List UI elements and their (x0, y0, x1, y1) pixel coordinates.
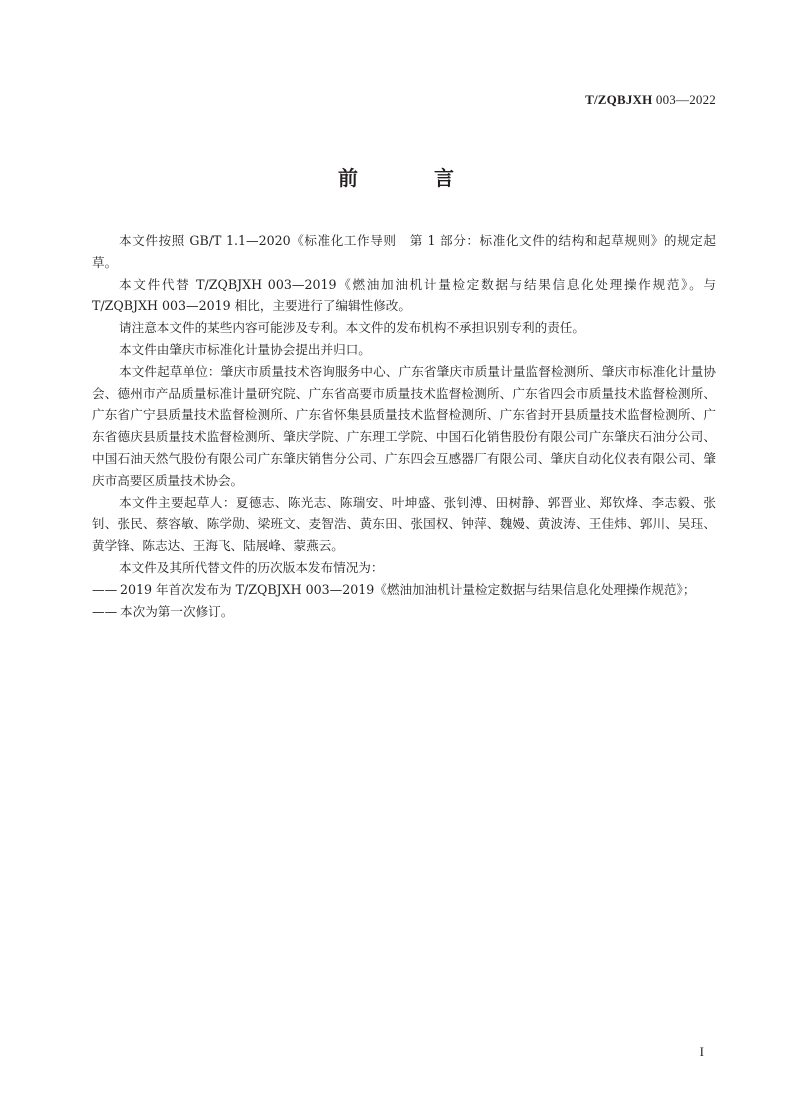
page-title: 前 言 (338, 166, 482, 190)
history-text: 2019 年首次发布为 T/ZQBJXH 003—2019《燃油加油机计量检定数据与结果信息化处理操作规范》； (120, 581, 696, 597)
document-code-prefix: T/ZQBJXH (585, 92, 653, 107)
history-text: 本次为第一次修订。 (120, 603, 234, 619)
paragraph-drafting-units: 本文件起草单位：肇庆市质量技术咨询服务中心、广东省肇庆市质量计量监督检测所、肇庆市标准化计量协会、德州市产品质量标准计量研究院、广东省高要市质量技术监督检测所、广东省四会市质量技术监督检测所、广东省广宁县质量技术监督检测所、广东省怀集县质量技术监督检测所、广东省封开县质量技术监督检测所、广东省德庆县质量技术监督检测所、肇庆学院、广东理工学院、中国石化销售股份有限公司广东肇庆石油分公司、中国石油天然气股份有限公司广东肇庆销售分公司、广东四会互感器厂有限公司、肇庆自动化仪表有限公司、肇庆市高要区质量技术协会。 (92, 363, 716, 488)
document-code-number: 003—2022 (655, 92, 716, 107)
page-number: I (699, 1044, 704, 1059)
paragraph-history-intro: 本文件及其所代替文件的历次版本发布情况为： (119, 559, 384, 575)
paragraph-proposer: 本文件由肇庆市标准化计量协会提出并归口。 (119, 341, 371, 357)
document-code (585, 92, 716, 108)
paragraph-replacement: 本文件代替 T/ZQBJXH 003—2019《燃油加油机计量检定数据与结果信息化处理操作规范》。与 T/ZQBJXH 003—2019 相比，主要进行了编辑性修改。 (92, 276, 716, 314)
history-item (92, 579, 716, 601)
paragraph-drafters: 本文件主要起草人：夏德志、陈光志、陈瑞安、叶坤盛、张钊溥、田树静、郭晋业、郑钦烽、李志毅、张钊、张民、蔡容敏、陈学勋、梁班文、麦智浩、黄东田、张国权、钟萍、魏嫚、黄波涛、王佳炜、郭川、吴珏、黄学锋、陈志达、王海飞、陆展峰、蒙燕云。 (92, 494, 716, 554)
foreword-body (92, 230, 716, 622)
history-dash: —— (92, 581, 118, 597)
paragraph-drafting-rules: 本文件按照 GB/T 1.1—2020《标准化工作导则 第 1 部分：标准化文件的结构和起草规则》的规定起草。 (92, 233, 716, 270)
paragraph-patent-notice: 请注意本文件的某些内容可能涉及专利。本文件的发布机构不承担识别专利的责任。 (119, 320, 585, 336)
history-item (92, 601, 716, 623)
history-dash: —— (92, 603, 118, 619)
